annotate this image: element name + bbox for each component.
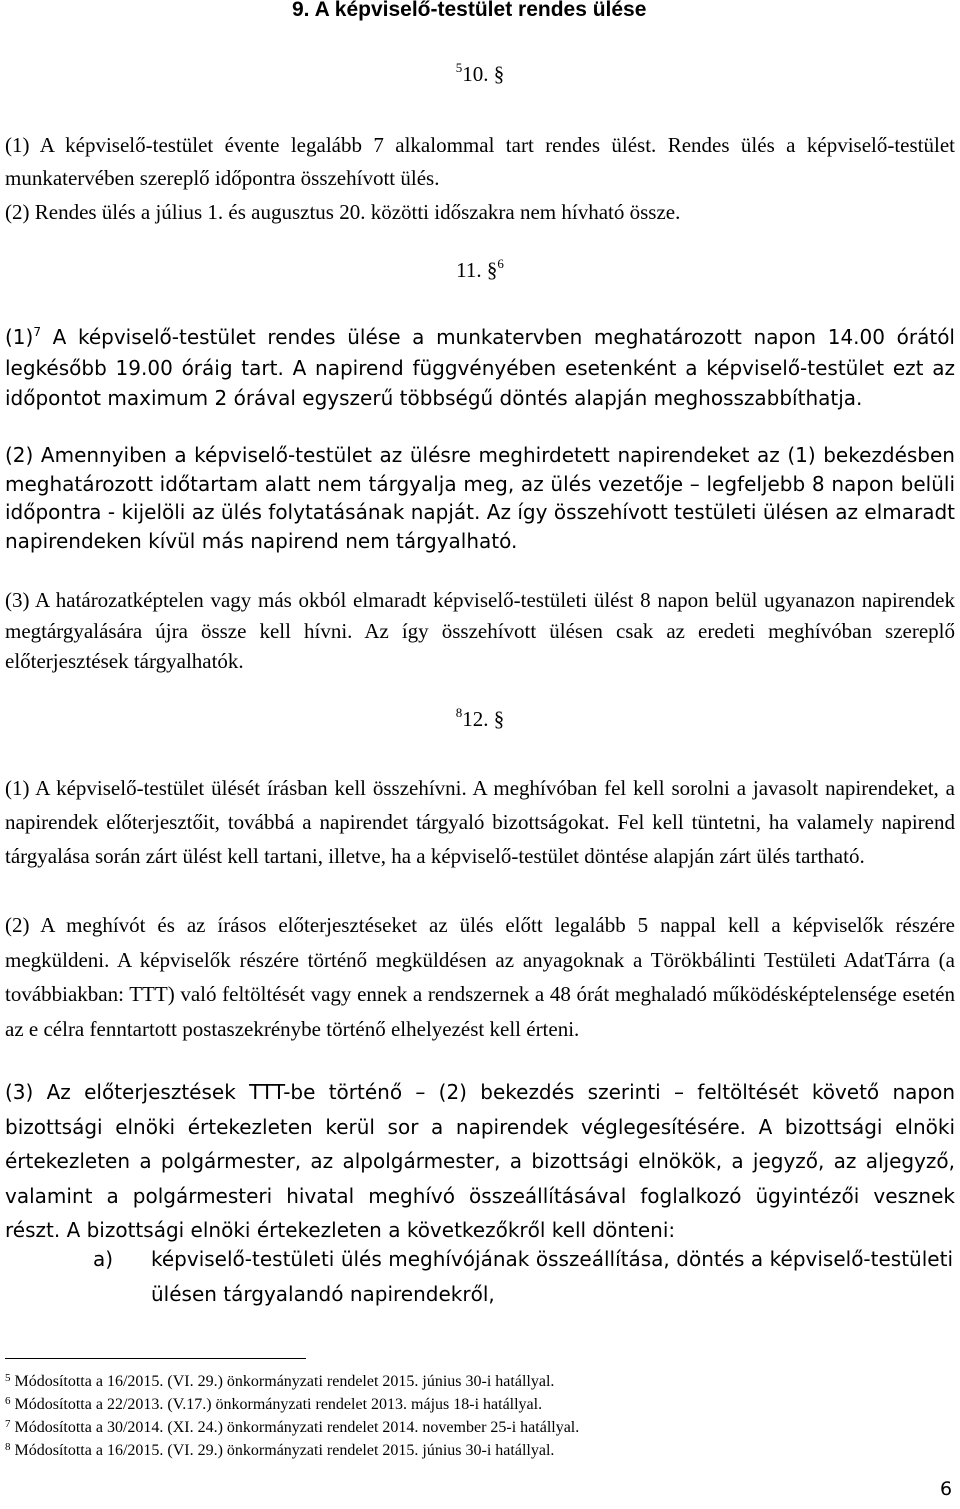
section-11-paragraph-1-text: A képviselő-testület rendes ülése a munkatervben meghatározott napon 14.00 órától legkésőbb 19.00 óráig tart. A napirend függvényében esetenként a képviselő-testület ezt az időpontot maximum 2 órával egyszerű többségű döntés alapján meghosszabbíthatja. [5,325,955,410]
section-11-number: 11. § [456,258,498,282]
footnote-marker: 6 [5,1395,11,1407]
footnote-7 [5,1419,579,1437]
list-item-a-text: képviselő-testületi ülés meghívójának összeállítása, döntés a képviselő-testületi ülésen tárgyalandó napirendekről, [151,1247,953,1306]
section-12-paragraph-2: (2) A meghívót és az írásos előterjesztéseket az ülés előtt legalább 5 nappal kell a képviselők részére megküldeni. A képviselők részére történő megküldésen az anyagoknak a Törökbálinti Testületi AdatTárra (a továbbiakban: TTT) való feltöltését vagy ennek a rendszernek a 48 órát meghaladó működésképtelensége esetén az e célra fenntartott postaszekrénybe történő elhelyezést kell érteni. [5,913,955,1041]
footnote-5 [5,1373,554,1391]
footnote-ref-6[interactable]: 6 [497,256,504,271]
footnote-marker: 8 [5,1441,11,1453]
section-11-paragraph-2: (2) Amennyiben a képviselő-testület az ülésre meghirdetett napirendeket az (1) bekezdésben meghatározott időtartam alatt nem tárgyalja meg, az ülés vezetője – legfeljebb 8 napon belüli időpontra - kijelöli az ülés folytatásának napját. Az így összehívott testületi ülésen az elmaradt napirendeken kívül más napirend nem tárgyalható. [5,443,955,553]
footnote-marker: 5 [5,1372,11,1384]
section-11-paragraph-1 [5,322,955,414]
section-12-number: 12. § [462,707,505,731]
section-10-paragraph-1: (1) A képviselő-testület évente legalább 7 alkalommal tart rendes ülést. Rendes ülés a képviselő-testület munkatervében szereplő időpontra összehívott ülés. [5,133,955,190]
section-10-heading [0,62,960,87]
section-12-paragraph-3: (3) Az előterjesztések TTT-be történő – (2) bekezdés szerinti – feltöltését követő napon bizottsági elnöki értekezleten kerül sor a napirendek véglegesítésére. A bizottsági elnöki értekezleten a polgármester, az alpolgármester, a bizottsági elnökök, a jegyző, az aljegyző, valamint a polgármesteri hivatal meghívó összeállításával foglalkozó ügyintézői vesznek részt. A bizottsági elnöki értekezleten a következőkről kell dönteni: [5,1080,955,1242]
section-12-heading [0,707,960,732]
footnote-marker: 7 [5,1418,11,1430]
list-marker-a: a) [93,1247,114,1271]
page-title: 9. A képviselő-testület rendes ülése [292,0,647,21]
footnote-text: Módosította a 22/2013. (V.17.) önkormányzati rendelet 2013. május 18-i hatállyal. [14,1396,543,1413]
page-number: 6 [940,1478,953,1500]
footnote-text: Módosította a 16/2015. (VI. 29.) önkormányzati rendelet 2015. június 30-i hatállyal. [14,1442,555,1459]
footnote-8 [5,1442,554,1460]
paragraph-number: (1) [5,325,34,349]
footnote-6 [5,1396,542,1414]
section-11-heading [0,258,960,283]
section-10-number: 10. § [462,62,505,86]
footnote-ref-5[interactable]: 5 [455,60,463,75]
footnote-divider [5,1358,306,1359]
section-10-paragraph-2: (2) Rendes ülés a július 1. és augusztus 20. közötti időszakra nem hívható össze. [5,200,681,224]
footnote-ref-7[interactable]: 7 [33,325,41,339]
footnote-text: Módosította a 16/2015. (VI. 29.) önkormányzati rendelet 2015. június 30-i hatállyal. [14,1373,555,1390]
section-11-paragraph-3: (3) A határozatképtelen vagy más okból elmaradt képviselő-testületi ülést 8 napon belül ugyanazon napirendek megtárgyalására újra össze kell hívni. Az így összehívott ülésen csak az eredeti meghívóban szereplő előterjesztések tárgyalhatók. [5,588,955,673]
footnote-ref-8[interactable]: 8 [455,705,463,720]
section-12-paragraph-1: (1) A képviselő-testület ülését írásban kell összehívni. A meghívóban fel kell sorolni a javasolt napirendeket, a napirendek előterjesztőit, továbbá a napirendet tárgyaló bizottságokat. Fel kell tüntetni, ha valamely napirend tárgyalása során zárt ülést kell tartani, illetve, ha a képviselő-testület döntése alapján zárt ülés tartható. [5,776,955,868]
footnote-text: Módosította a 30/2014. (XI. 24.) önkormányzati rendelet 2014. november 25-i hatállyal. [14,1419,580,1436]
